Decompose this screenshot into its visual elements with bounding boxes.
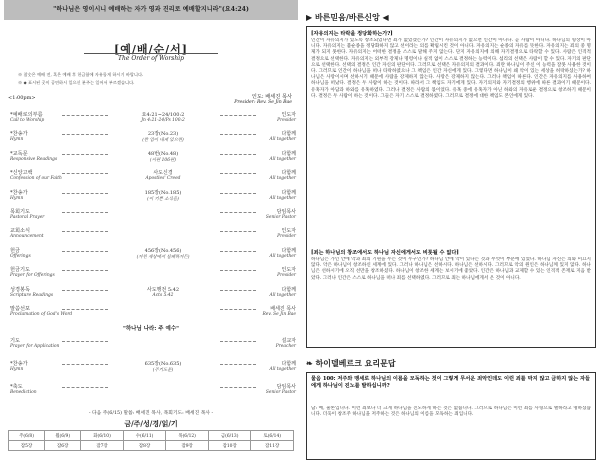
bible-day: 금(6/13): [208, 431, 251, 441]
order-item: *찬송가: [10, 361, 28, 367]
order-leader: 다함께: [281, 189, 296, 196]
presider-name-en: Presider: Rev. Se Jin Bae: [234, 100, 292, 105]
order-leader-en: Rev. Se Jin Bae: [262, 312, 296, 317]
bible-day: 수(6/11): [123, 431, 166, 441]
order-item-en: Announcement: [10, 234, 44, 240]
order-detail-en: (주기도문): [152, 368, 174, 373]
faith-question-2: [죄는 하나님의 창조에서도 하나님 자신에게서도 비롯될 수 없다]: [311, 250, 459, 256]
order-item-en: Offerings: [10, 253, 31, 259]
faith-box: [306, 26, 596, 348]
leader-dots: [220, 364, 256, 365]
leader-dots: [220, 115, 256, 116]
faith-question: [자유의지는 타락을 정당화하는가?]: [311, 31, 393, 37]
leader-dots: [62, 387, 108, 388]
order-leader-en: Presider: [277, 118, 296, 123]
order-leader: 배세진 목사: [270, 306, 296, 312]
order-leader: 다함께: [281, 170, 296, 177]
bullet-icon: ❧: [306, 358, 316, 368]
order-detail: 635장(No.635): [144, 361, 182, 367]
notice-line-2: ※ ◆ 표시된 곳이 공연하시 일으신 분주는 일어서 부르겠습니다.: [18, 80, 135, 85]
order-leader-en: Presider: [277, 273, 296, 279]
order-item-en: Hymn: [10, 367, 24, 372]
order-item-en: Scripture Readings: [10, 292, 54, 298]
order-row: [8, 286, 296, 301]
order-item: 헌금기도: [10, 267, 31, 274]
leader-dots: [62, 251, 108, 252]
order-detail-en: Jn 4:21-24/Ps 100:2: [141, 118, 185, 123]
order-item: 성경봉독: [10, 286, 31, 293]
section-heading-catechism-label: 하이델베르크 요리문답: [315, 358, 396, 368]
order-row: [8, 189, 296, 204]
order-leader: 설교자: [281, 338, 296, 344]
leader-dots: [220, 193, 256, 194]
order-leader: 인도자: [281, 267, 296, 274]
order-item-en: Benediction: [10, 390, 37, 395]
order-item: 말씀선포: [10, 306, 31, 312]
order-leader-en: Senior Pastor: [265, 215, 296, 220]
bible-chapter: 잠6장: [45, 441, 81, 451]
order-item: *예배로의부름: [10, 112, 43, 118]
order-leader: 인도자: [281, 112, 296, 118]
leader-dots: [220, 270, 256, 271]
order-item: 헌금: [10, 247, 21, 254]
leader-dots: [62, 290, 108, 291]
faith-body-2: 하나님은 가인 안에 악과 죄의 기원을 두는 것이 누구인가? 하나님 안에 악이 있다는 것과 무엇이 부분에 있었다. 하나님 자신은 의와 미끄지 않다. 악은 하나님이 창조하신 세계에 있다. 그러나 하나님은 선하시다. 하나님은 선하시다. 그러므로 악의 원인은 하나님께 있지 않다. 하나님은 선하시기에 오직 선만을 창조하셨다. 하나님이 창조한 세계는 보시기에 좋았다. 인간은 하나님과 교제할 수 있는 인격적 존재로 지음 받았다. 그러나 인간은 스스로 하나님을 떠나 죄를 선택하였다. 그러므로 죄는 하나님에게서 온 것이 아니다.: [311, 257, 591, 281]
order-detail-en: (거친 세상에서 실패하거든): [136, 254, 190, 260]
leader-dots: [62, 309, 108, 310]
order-detail-en: Apostles' Creed: [145, 176, 181, 182]
order-leader-en: All together: [269, 176, 296, 182]
order-item: 기도: [10, 338, 21, 344]
order-leader-en: Preacher: [275, 344, 296, 349]
order-leader: 담임목사: [276, 384, 296, 390]
leader-dots: [62, 134, 108, 135]
order-leader-en: Presider: [277, 234, 296, 240]
order-item-en: Pastoral Prayer: [10, 215, 45, 220]
bible-chapter: 잠5장: [9, 441, 45, 451]
leader-dots: [220, 173, 256, 174]
scripture-banner: "하나님은 영이시니 예배하는 자가 영과 진리로 예배할지니라"(요4:24): [4, 0, 298, 20]
bible-reading-table: [8, 430, 294, 451]
order-row: [8, 266, 296, 281]
order-row: [8, 305, 296, 320]
worship-order-panel: [4, 0, 298, 464]
order-leader: 담임목사: [276, 209, 296, 215]
order-row: [8, 169, 296, 184]
order-detail-en: (시편 106편): [150, 157, 176, 163]
order-row: [8, 247, 296, 262]
order-row: [8, 150, 296, 165]
bible-day: 주(6/8): [9, 431, 45, 441]
leader-dots: [220, 387, 256, 388]
bible-day: 목(6/12): [166, 431, 209, 441]
order-leader: 다함께: [281, 361, 296, 367]
order-item: *찬송가: [10, 131, 28, 138]
order-detail: 456장(No.456): [144, 247, 182, 254]
order-row: [8, 360, 296, 375]
leader-dots: [62, 364, 108, 365]
order-detail-en: Acts 5:42: [152, 292, 174, 298]
leader-dots: [62, 341, 108, 342]
leader-dots: [62, 193, 108, 194]
leader-dots: [220, 341, 256, 342]
order-row: [8, 130, 296, 145]
leader-dots: [220, 231, 256, 232]
order-leader-en: All together: [269, 292, 296, 298]
order-leader-en: All together: [269, 195, 296, 201]
order-leader: 다함께: [281, 247, 296, 254]
order-leader-en: All together: [269, 367, 296, 372]
section-heading-faith: ▶ 바른믿음/바른신앙 ◀: [306, 12, 389, 22]
order-detail: 요4:21~24/100:2: [141, 112, 185, 118]
bible-day: 화(6/10): [81, 431, 124, 441]
leader-dots: [220, 134, 256, 135]
order-item: *신앙고백: [10, 170, 33, 177]
order-item: *찬송가: [10, 189, 28, 196]
order-leader-en: All together: [269, 156, 296, 162]
order-item-en: Confession of our Faith: [10, 176, 62, 182]
order-leader: 인도자: [281, 228, 296, 235]
sermon-title: "하나님 나라: 주 예수": [122, 326, 179, 332]
order-detail: 사도신경: [153, 170, 173, 177]
order-detail: 185장(No.185): [144, 189, 182, 196]
leader-dots: [62, 231, 108, 232]
order-leader: 다함께: [281, 131, 296, 138]
right-column: [306, 0, 596, 464]
leader-dots: [220, 251, 256, 252]
order-detail-en: (이 기쁜 소식을): [147, 196, 179, 202]
order-row: [8, 383, 296, 398]
order-row: [8, 208, 296, 223]
order-item: 목회기도: [10, 209, 31, 215]
order-leader-en: All together: [269, 253, 296, 259]
leader-dots: [62, 115, 108, 116]
order-leader-en: Senior Pastor: [265, 390, 296, 395]
order-row: [8, 337, 296, 352]
order-item-en: Responsive Readings: [10, 156, 58, 162]
bible-reading-title: 금/주/성/경/읽/기: [124, 419, 178, 428]
leader-dots: [220, 309, 256, 310]
order-row: [8, 111, 296, 126]
leader-dots: [62, 270, 108, 271]
bible-chapter: 잠11장: [251, 441, 294, 451]
leader-dots: [220, 290, 256, 291]
order-item: *축도: [10, 384, 23, 390]
bible-chapter: 잠8장: [123, 441, 166, 451]
catechism-answer: 답: 예, 물론입니다. 이런 죄보다 더 크게 하나님을 진노하게 하는 것은 없습니다. 그러므로 하나님은 이런 죄를 사형으로 벌하라고 명하셨습니다. 더욱이 창조주 하나님을 저주하는 것은 하나님의 이름을 모독하는 죄입니다.: [311, 406, 591, 418]
leader-dots: [62, 154, 108, 155]
section-heading-catechism: [306, 358, 396, 369]
order-item-en: Hymn: [10, 137, 24, 143]
order-detail-en: (만 입이 내게 있으면): [142, 138, 184, 144]
faith-body: 인간이 자유의지가 있도록 창조되었다면 죄가 없었겠는가? 인간이 자유의지가 없으면 인간이 아니다. 곧 사람이 아니다. 하나님의 형상이 아니다. 자유의지는 불순종을 정당화하지 않고 선이라는 의를 확립시킨 것이 아니다. 자유의지는 순종의 자유를 뜻한다. 자유의지는 죄의 중 명제가 되지 못한다. 자유의지는 어떠한 결정을 스스로 말해 주지 않는다. 단지 자유의지에 의해 자기결정으로 타락할 수 있다. 사람은 인격적 결정으로 선택한다. 자유의지는 외부적 강제나 명령이나 실적 없이 스스로 결정하는 능력이다. 섭리의 선택은 사람이 할 수 있다. 자기의 판단으로 선택한다. 선택의 결정은 인간 자신의 판단이다. 그러므로 선택은 자유의지의 결과이다. 죄란 하나님이 주신 이 능력을 잘못 사용한 것이다. 그러므로 인간이 하나님을 떠나 타락하였으나 그 책임은 인간 자신에게 있다. 그렇다면 하나님이 왜 악이 있는 세상을 허락하셨는가? 하나님은 사랑이시며 선하시기 때문에 사람을 강제하지 않는다. 사랑은 강제하지 않는다. 그러나 책임이 따른다. 인간은 자유의지를 사용하여 하나님을 떠났다. 결정은 두 사람이 하는 것이다. 따라서 그 책임도 자기에게 있다. 자기의지와 자기결정의 행위에 따른 결과이기 때문이다. 유혹자가 아담과 하와를 유혹하였다. 그러나 결정은 사람의 몫이었다. 유혹 중에 유혹자가 아닌 하와의 자유로운 결정으로 창조하기 때문이다. 결정은 두 사람이 하는 것이다. 그들은 자기 스스로 결정하였다. 그러므로 결정에 대한 책임도 본인에게 있다.: [311, 38, 591, 99]
leader-dots: [62, 173, 108, 174]
order-item-en: Proclamation of God's Word: [10, 312, 73, 317]
bible-chapter: 잠7장: [81, 441, 124, 451]
service-time: <1:00pm>: [8, 95, 36, 101]
next-week-notice: - 다음 주(6/15) 말씀: 배세진 목사, 목회기도: 배세진 목사 -: [88, 411, 214, 416]
order-detail: 48번(No.48): [147, 150, 179, 157]
order-leader-en: All together: [269, 137, 296, 143]
order-leader: 다함께: [281, 150, 296, 157]
order-leader: 다함께: [281, 286, 296, 293]
order-item: 교회소식: [10, 228, 31, 235]
worship-order-subtitle: The Order of Worship: [118, 55, 184, 62]
order-item: *교독문: [10, 150, 28, 157]
order-item-en: Call to Worship: [10, 118, 45, 123]
order-row: [8, 227, 296, 242]
bible-chapter: 잠9장: [166, 441, 209, 451]
worship-order-title: [예/배/순/서]: [114, 43, 188, 56]
notice-line-1: ※ 참숫은 예배 전, 혹은 예배 후 헌금함에 자유롭게 하시기 바랍니다.: [18, 72, 144, 77]
order-detail: 사도행전 5:42: [146, 286, 180, 293]
catechism-question: 물음 100: 저주와 맹세로 하나님의 이름을 모독하는 것이 그렇게 무서운 죄악인데도 이런 죄를 막지 않고 금하지 않는 자들에게 하나님이 진노를 발하십니까?: [311, 376, 590, 389]
order-item-en: Prayer for Application: [10, 344, 60, 349]
order-item-en: Prayer for Offerings: [10, 273, 55, 279]
bible-chapter: 잠10장: [208, 441, 251, 451]
order-detail: 23장(No.23): [147, 131, 179, 138]
order-item-en: Hymn: [10, 195, 24, 201]
bible-day: 토(6/14): [251, 431, 294, 441]
title-divider: [84, 53, 218, 54]
leader-dots: [220, 212, 256, 213]
leader-dots: [62, 212, 108, 213]
catechism-box: [306, 372, 596, 460]
leader-dots: [220, 154, 256, 155]
presider-name: 인도: 배세진 목사: [251, 94, 292, 100]
bible-day: 월(6/9): [45, 431, 81, 441]
